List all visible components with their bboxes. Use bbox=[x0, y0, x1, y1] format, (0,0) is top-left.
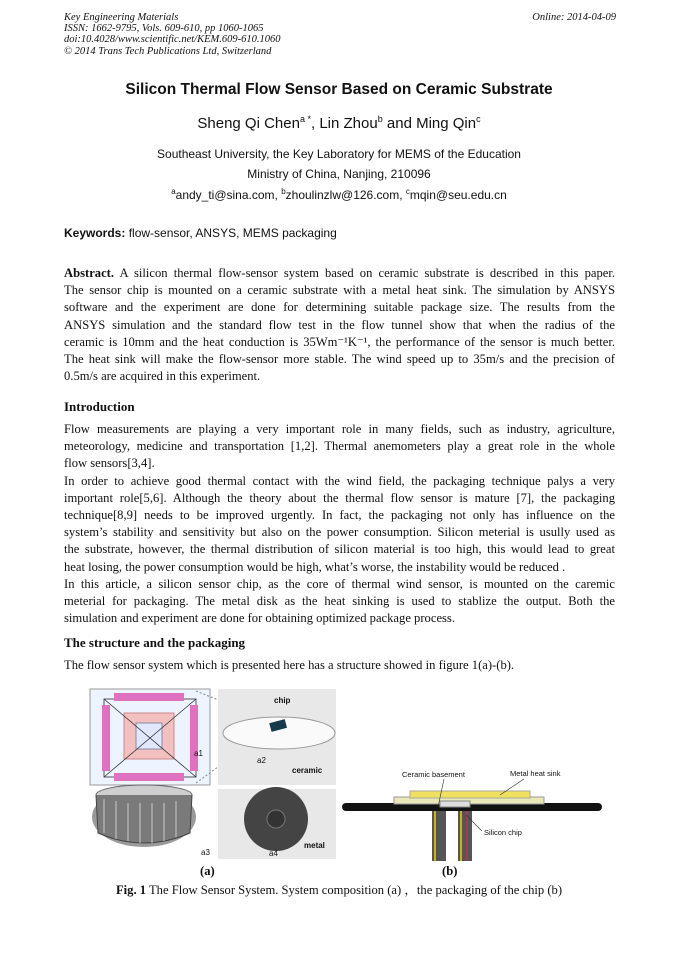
keywords bbox=[64, 226, 337, 240]
caption-label: Fig. 1 bbox=[115, 883, 147, 897]
abstract-line: ANSYS simulation and the standard flow test in the flow tunnel show that when the radius of the bbox=[64, 317, 615, 332]
intro-line: meteorology, medicine and transportation [1,2]. Thermal anemometers play a great role in the whole bbox=[64, 439, 615, 454]
journal-header bbox=[64, 12, 281, 57]
label-a3: a3 bbox=[201, 848, 210, 857]
label-chip: chip bbox=[274, 696, 291, 705]
authors: Sheng Qi Chen$^{a *}$, Lin Zhou$^b$ and Ming Qin$^c$ bbox=[197, 114, 481, 132]
label-a1: a1 bbox=[194, 749, 203, 758]
abstract-line: Abstract. A silicon thermal flow-sensor system based on ceramic substrate is described in this paper. bbox=[64, 266, 615, 280]
abstract bbox=[64, 265, 615, 385]
label-silicon-chip: Silicon chip bbox=[484, 828, 522, 837]
abstract-line: 0.5m/s are acquired in this experiment. bbox=[64, 369, 261, 384]
intro-line: the substrate, however, the thermal distribution of silicon material is too high, this would lead to great bbox=[64, 542, 615, 557]
online-date: Online: 2014-04-09 bbox=[532, 12, 616, 23]
introduction-body bbox=[64, 421, 615, 627]
intro-line: system’s stability and sensitivity but also on the power consumption. Silicon meterial is usully used as bbox=[64, 525, 615, 540]
keywords-label: Keywords: bbox=[64, 226, 126, 240]
intro-line: technique[8,9] needs to be improved urgently. In fact, the packaging not only has influence on the bbox=[64, 508, 615, 523]
intro-line: In this article, a silicon sensor chip, as the core of thermal wind sensor, is mounted on the caremic bbox=[64, 576, 615, 591]
subfigure-label-b: (b) bbox=[442, 864, 458, 878]
structure-line: The flow sensor system which is presented here has a structure showed in figure 1(a)-(b). bbox=[64, 658, 515, 672]
abstract-line: software and the experiment are done for determining suitable package size. The results from the bbox=[64, 300, 615, 315]
label-ceramic-basement: Ceramic basement bbox=[402, 770, 465, 779]
intro-line: simulation and experiment are done for obtaining optimized package process. bbox=[64, 611, 455, 626]
figure-caption bbox=[0, 879, 678, 898]
doi-line: doi:10.4028/www.scientific.net/KEM.609-610.1060 bbox=[64, 34, 281, 46]
intro-line: Flow measurements are playing a very important role in many fields, such as industry, agriculture, bbox=[64, 422, 615, 436]
packaging-cross-section-b bbox=[342, 779, 602, 861]
intro-line: important role[5,6]. Although the theory about the thermal flow sensor is mature [7], the packaging bbox=[64, 490, 615, 505]
abstract-line: The sensor chip is mounted on a ceramic substrate with a metal heat sink. The simulation by ANSYS bbox=[64, 283, 615, 298]
paper-title: Silicon Thermal Flow Sensor Based on Ceramic Substrate bbox=[125, 81, 553, 98]
section-heading-structure: The structure and the packaging bbox=[64, 635, 246, 650]
chip-layout-a1 bbox=[90, 689, 210, 785]
copyright-line: © 2014 Trans Tech Publications Ltd, Switzerland bbox=[64, 45, 272, 57]
author-1: Sheng Qi Chen bbox=[197, 115, 300, 132]
section-heading-introduction: Introduction bbox=[64, 399, 135, 414]
issn-line: ISSN: 1662-9795, Vols. 609-610, pp 1060-1065 bbox=[64, 23, 264, 35]
journal-name: Key Engineering Materials bbox=[64, 12, 179, 23]
affiliation-line-1: Southeast University, the Key Laboratory for MEMS of the Education bbox=[157, 147, 521, 161]
intro-line: In order to achieve good thermal contact with the wind field, the packaging technique palys a very bbox=[64, 473, 615, 488]
subfigure-label-a: (a) bbox=[200, 864, 215, 878]
label-ceramic: ceramic bbox=[292, 766, 323, 775]
label-a2: a2 bbox=[257, 756, 266, 765]
intro-line: meterial for packaging. The metal disk as the heat sinking is used to stablize the output. Both the bbox=[64, 594, 615, 609]
figure-1 bbox=[64, 683, 615, 883]
figure-1-illustration bbox=[64, 683, 615, 883]
caption-text: The Flow Sensor System. System composition (a) ，the packaging of the chip (b) bbox=[146, 883, 563, 897]
emails: $^a$andy_ti@sina.com, $^b$zhoulinzlw@126.com, $^c$mqin@seu.edu.cn bbox=[171, 187, 507, 202]
intro-line: flow sensors[3,4]. bbox=[64, 456, 155, 471]
heat-sink-a3 bbox=[92, 785, 196, 847]
keywords-text: flow-sensor, ANSYS, MEMS packaging bbox=[125, 226, 337, 240]
label-metal: metal bbox=[304, 841, 325, 850]
label-metal-heat-sink: Metal heat sink bbox=[510, 769, 561, 778]
abstract-line: ceramic is 10mm and the heat conduction is 35Wm⁻¹K⁻¹, the performance of the sensor is much better. bbox=[64, 334, 615, 349]
affiliation-line-2: Ministry of China, Nanjing, 210096 bbox=[247, 167, 431, 181]
structure-body bbox=[64, 657, 615, 674]
abstract-line: The heat sink will make the flow-sensor more stable. The wind speed up to 35m/s and the precision of bbox=[64, 352, 615, 367]
intro-line: heat losing, the power consumption would be high, what’s worse, the instability would be reduced . bbox=[64, 559, 566, 574]
label-a4: a4 bbox=[269, 849, 278, 858]
